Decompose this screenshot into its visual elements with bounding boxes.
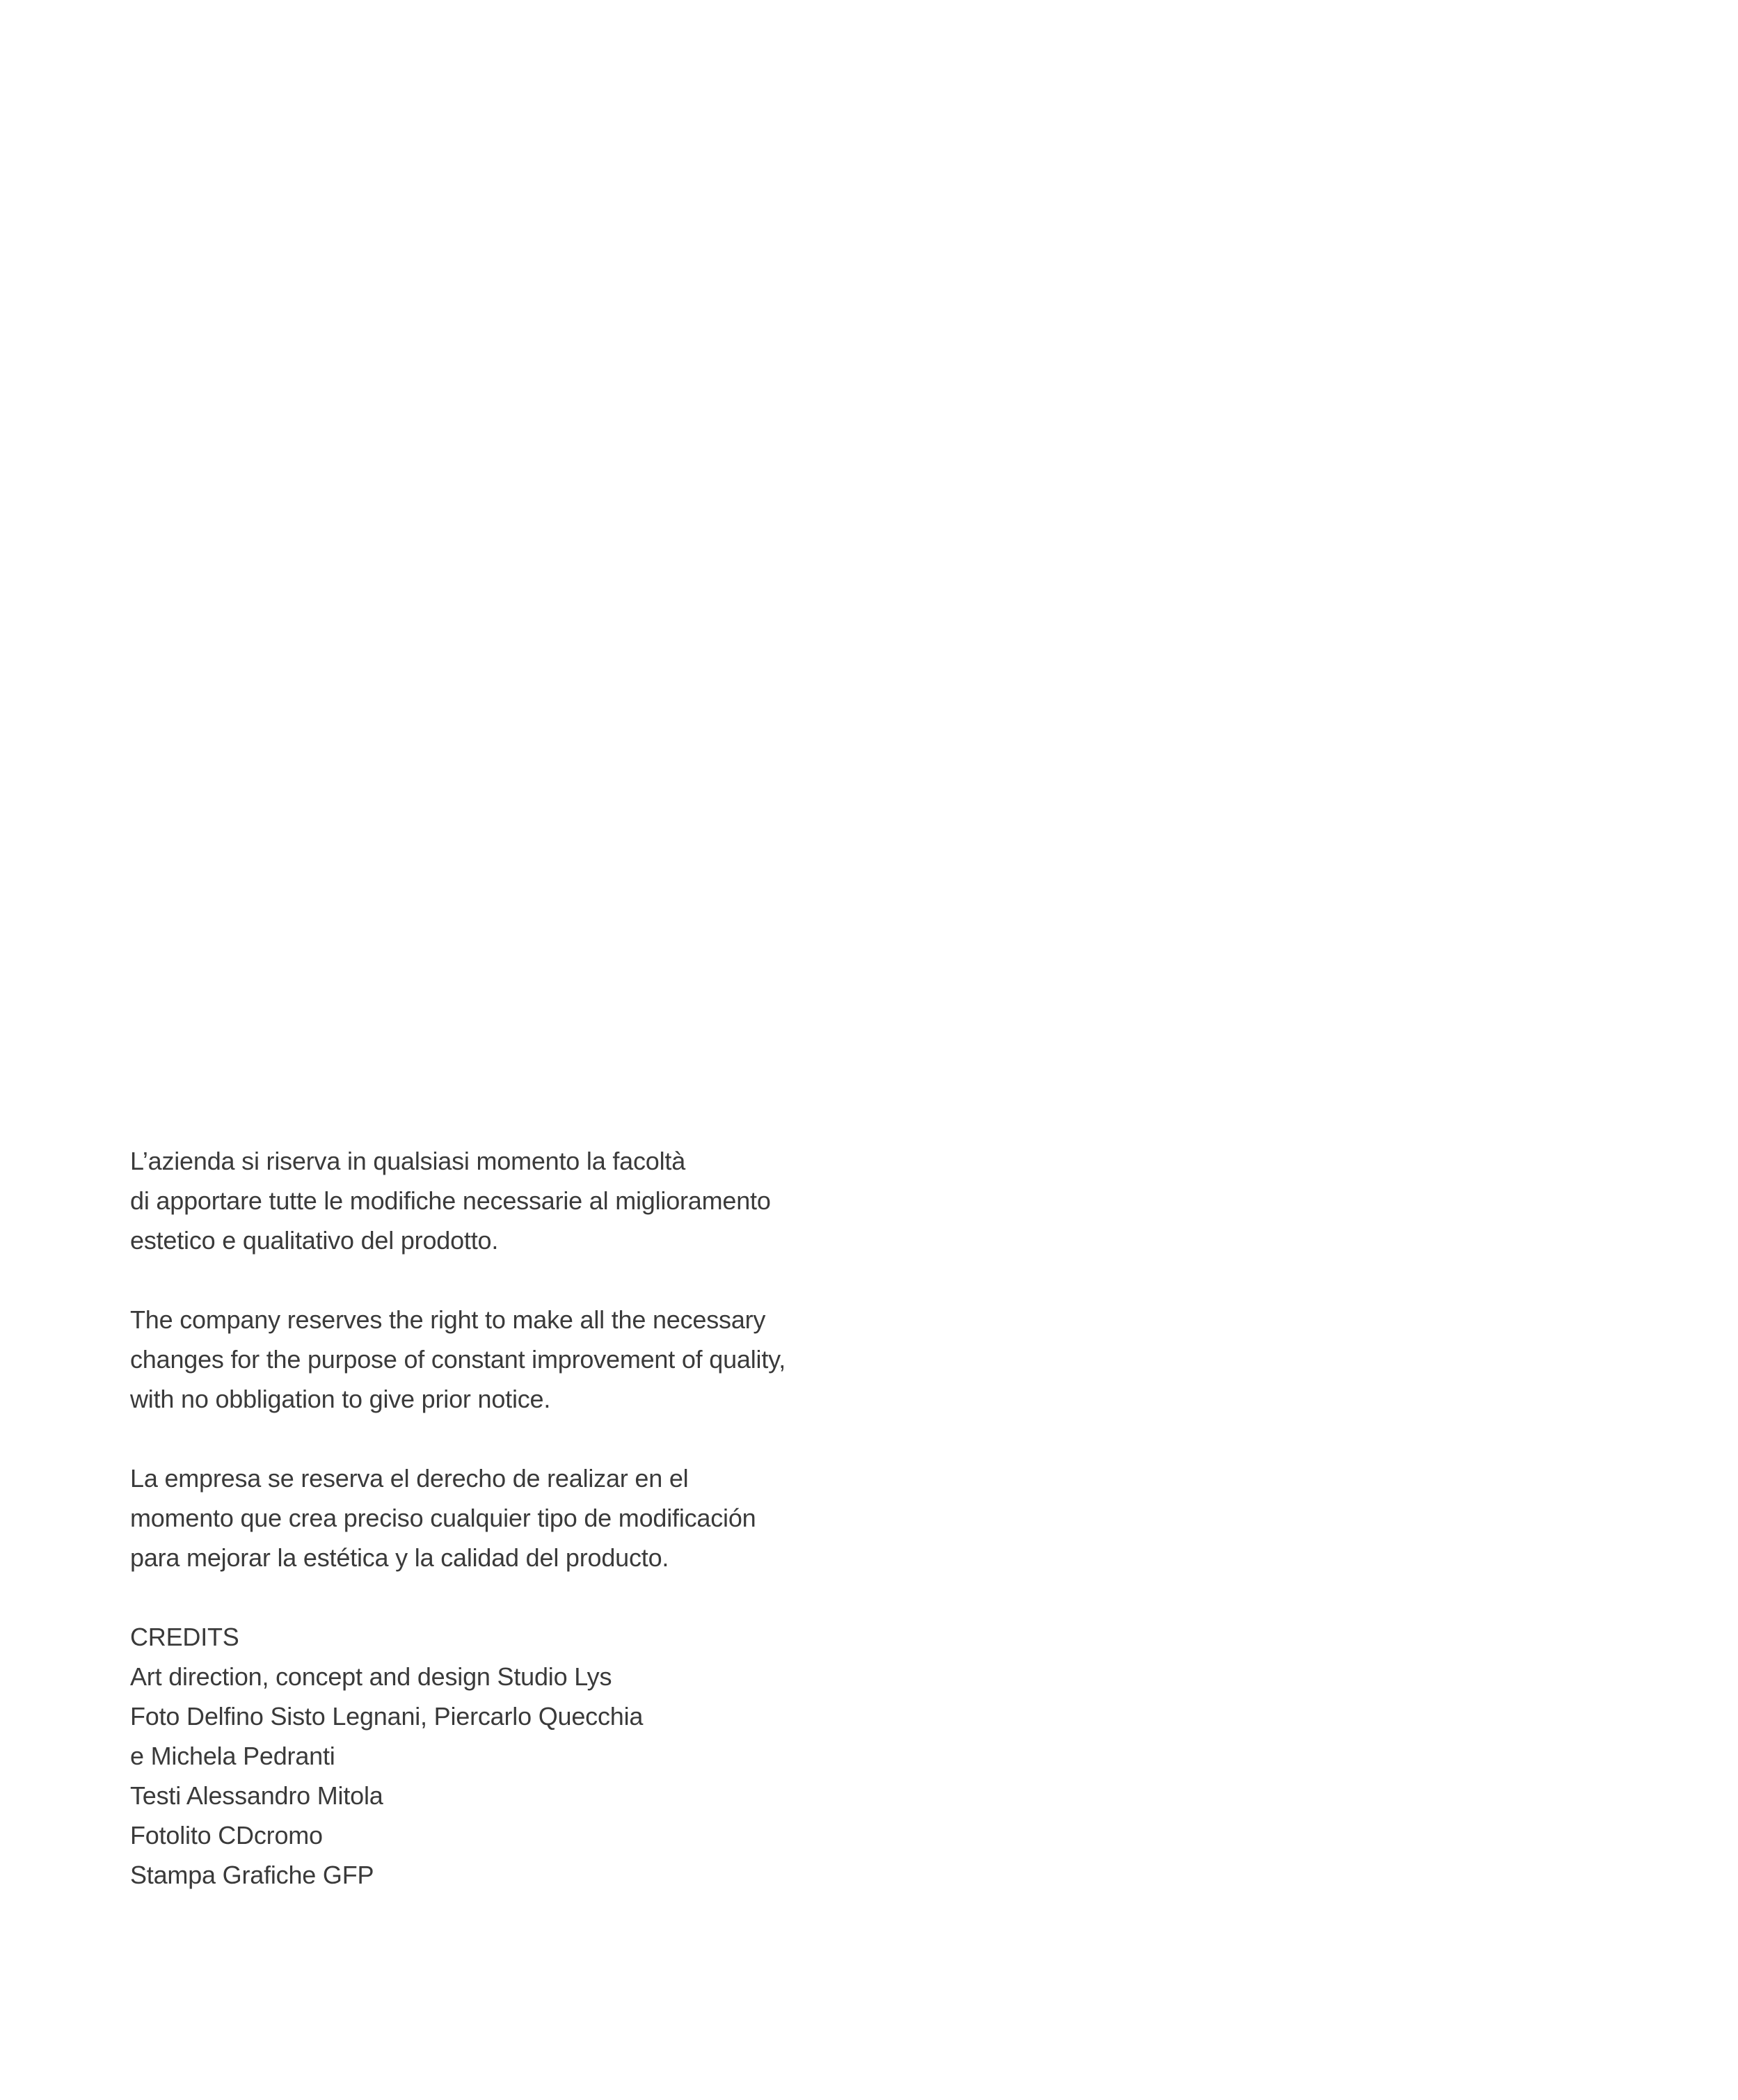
disclaimer-line: L’azienda si riserva in qualsiasi momento la facoltà <box>130 1147 686 1175</box>
credits-line: Fotolito CDcromo <box>130 1821 323 1850</box>
credits-heading: CREDITS <box>130 1623 239 1651</box>
credits-line: e Michela Pedranti <box>130 1742 335 1770</box>
credits-line: Testi Alessandro Mitola <box>130 1781 383 1810</box>
disclaimer-line: with no obbligation to give prior notice. <box>130 1385 551 1413</box>
disclaimer-line: di apportare tutte le modifiche necessarie al miglioramento <box>130 1186 771 1215</box>
disclaimer-spanish <box>130 1458 895 1577</box>
disclaimer-italian <box>130 1141 895 1260</box>
text-block <box>130 1141 895 1895</box>
disclaimer-line: The company reserves the right to make all the necessary <box>130 1305 766 1334</box>
credits-section <box>130 1617 895 1895</box>
disclaimer-line: para mejorar la estética y la calidad del producto. <box>130 1543 669 1572</box>
disclaimer-line: estetico e qualitativo del prodotto. <box>130 1226 499 1255</box>
credits-line: Art direction, concept and design Studio Lys <box>130 1662 612 1691</box>
disclaimer-line: La empresa se reserva el derecho de realizar en el <box>130 1464 689 1493</box>
disclaimer-english <box>130 1300 895 1419</box>
disclaimer-line: momento que crea preciso cualquier tipo de modificación <box>130 1504 756 1532</box>
disclaimer-line: changes for the purpose of constant improvement of quality, <box>130 1345 786 1374</box>
credits-line: Stampa Grafiche GFP <box>130 1861 374 1889</box>
credits-line: Foto Delfino Sisto Legnani, Piercarlo Quecchia <box>130 1702 644 1731</box>
